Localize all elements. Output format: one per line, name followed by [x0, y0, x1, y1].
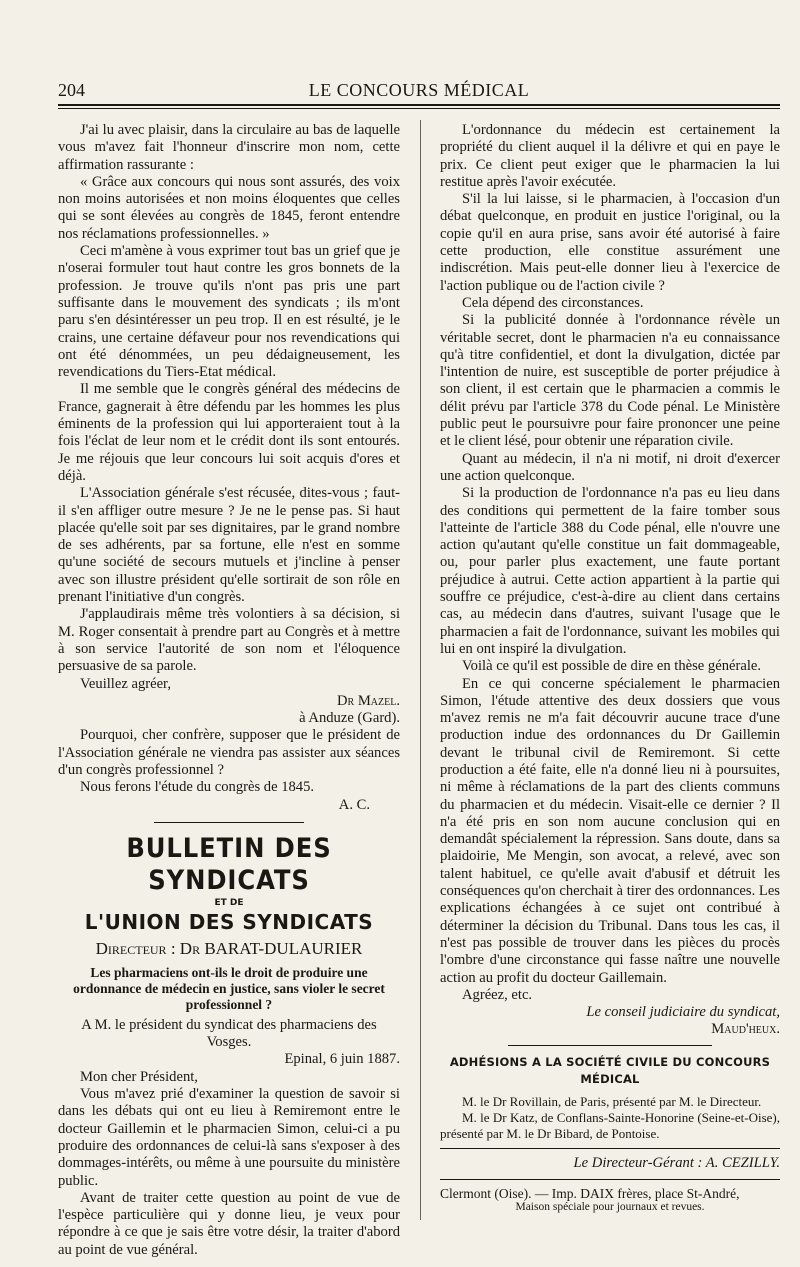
header-rule-thin	[58, 108, 780, 109]
bulletin-title: BULLETIN DES SYNDICATS	[126, 832, 332, 896]
bulletin-director: Directeur : Dr BARAT-DULAURIER	[95, 938, 363, 958]
page-header	[58, 78, 780, 104]
page-number: 204	[58, 80, 85, 100]
article-closing: Agréez, etc.	[462, 986, 533, 1003]
article-paragraph: Avant de traiter cette question au point de vue de l'espèce particulière qui y donne lieu, je veux pour répondre à ce que je sais être votre désir, la traiter d'abord au point de vue général.	[58, 1189, 400, 1258]
signature-role: Le conseil judiciaire du syndicat,	[586, 1004, 780, 1021]
section-divider	[508, 1045, 712, 1046]
director-gerant: Le Directeur-Gérant : A. CEZILLY.	[573, 1155, 780, 1172]
article-paragraph: Si la publicité donnée à l'ordonnance révèle un véritable secret, dont le pharmacien n'a eu connaissance qu'à titre confidentiel, et dont la divulgation, dictée par l'intention de nuire, est susceptible de porter préjudice à son client, il est certain que le pharmacien a commis le délit prévu par l'article 378 du Code pénal. Le Ministère public peut le poursuivre pour faire prononcer une peine et le client lésé, pour obtenir une réparation civile.	[440, 312, 780, 450]
section-divider	[154, 822, 304, 823]
letter-closing: Veuillez agréer,	[80, 675, 171, 692]
printer-imprint: Clermont (Oise). — Imp. DAIX frères, place St-André,	[440, 1185, 740, 1201]
article-paragraph: L'ordonnance du médecin est certainement la propriété du client auquel il la délivre et qui en paye le prix. Ce client peut exiger que le pharmacien la lui restitue après l'avoir exécutée.	[440, 122, 780, 190]
adhesion-entry: M. le Dr Rovillain, de Paris, présenté par M. le Directeur.	[462, 1094, 762, 1110]
article-paragraph: Vous m'avez prié d'examiner la question de savoir si dans les débats qui ont eu lieu à Remiremont entre le docteur Gaillemin et le pharmacien Simon, celui-ci a pu produire des ordonnances de celui-là sans s'exposer à des dommages-intérêts, ou même à une poursuite du ministère public.	[58, 1086, 400, 1189]
footer-rule	[440, 1179, 780, 1180]
letter-paragraph: Ceci m'amène à vous exprimer tout bas un grief que je n'oserai formuler tout haut contre les gros bonnets de la profession. Je trouve qu'ils n'ont pas pris une part suffisante dans le mouvement des syndicats ; ils m'ont paru s'en désintéresser un peu trop. Il en est résulté, je le crains, une certaine défaveur pour nos revendications qui ont été dénommées, un peu dédaigneusement, les revendications du Tiers-Etat médical.	[58, 243, 400, 381]
editor-reply: Nous ferons l'étude du congrès de 1845.	[80, 779, 315, 796]
journal-title: LE CONCOURS MÉDICAL	[308, 80, 530, 100]
letter-quote: « Grâce aux concours qui nous sont assurés, des voix non moins autorisées et non moins éloquentes que celles qui se sont élevées au congrès de 1845, feront entendre nos réclamations professionnelles. »	[58, 173, 400, 242]
article-paragraph: Voilà ce qu'il est possible de dire en thèse générale.	[462, 658, 762, 675]
letter-paragraph: J'ai lu avec plaisir, dans la circulaire au bas de laquelle vous m'avez fait l'honneur d'inscrire mon nom, cette affirmation rassurante :	[58, 122, 400, 173]
letter-paragraph: L'Association générale s'est récusée, dites-vous ; faut-il s'en affliger outre mesure ? Je ne le pense pas. Si haut placée qu'elle soit par ses dignitaires, par le grand nombre de ses adhérents, par sa fortune, elle n'est en somme qu'une société de secours mutuels et j'incline à penser avec son illustre président qu'elle sortirait de son rôle en prenant l'initiative d'un congrès.	[58, 485, 400, 606]
article-paragraph: Quant au médecin, il n'a ni motif, ni droit d'exercer une action quelconque.	[440, 450, 780, 484]
right-column	[440, 122, 780, 1214]
article-addressee: A M. le président du syndicat des pharmaciens des Vosges.	[81, 1016, 377, 1051]
signature-place: à Anduze (Gard).	[299, 710, 400, 727]
header-rule	[58, 104, 780, 106]
editor-initials: A. C.	[338, 796, 370, 813]
adhesion-entry: M. le Dr Katz, de Conflans-Sainte-Honorine (Seine-et-Oise), présenté par M. le Dr Bibard, de Pontoise.	[440, 1110, 780, 1142]
article-paragraph: Si la production de l'ordonnance n'a pas eu lieu dans des conditions qui permettent de la faire tomber sous l'atteinte de l'article 388 du Code pénal, elle n'ouvre une action qu'autant qu'elle constitue un fait dommageable, ou, pour parler plus exactement, une faute portant préjudice à autrui. Cette action appartient à la partie qui souffre ce préjudice, c'est-à-dire au client dans certains cas, au médecin dans d'autres, suivant l'usage que le pharmacien a fait de l'ordonnance, suivant les mobiles qui lui en ont inspiré la divulgation.	[440, 485, 780, 657]
editor-reply: Pourquoi, cher confrère, supposer que le président de l'Association générale ne viendra pas assister aux séances d'un congrès professionnel ?	[58, 727, 400, 778]
printer-tagline: Maison spéciale pour journaux et revues.	[515, 1200, 705, 1213]
bulletin-conjunction: ET DE	[214, 897, 244, 908]
signature-name: Dr Mazel.	[336, 692, 400, 709]
article-paragraph: En ce qui concerne spécialement le pharmacien Simon, l'étude attentive des deux dossiers que vous m'avez remis ne m'a fait découvrir aucune trace d'une production indue des ordonnances du Dr Gaillemin devant le tribunal civil de Remiremont. Si cette production a été faite, elle n'a donné lieu ni à poursuites, ni même à réclamations de la part des clients communs du pharmacien et du médecin. Visait-elle ce dernier ? Il n'a été pris en son nom aucune conclusion qui en demandât spécialement la répression. Sans doute, dans sa plaidoirie, Me Mengin, son avocat, a relevé, avec son talent habituel, ce qu'elle avait d'abusif et détruit les conséquences qu'on cherchait à tirer des ordonnances. Les explications échangées à ce sujet ont contribué à déterminer la décision du Tribunal. Dans tous les cas, il n'est pas possible de trouver dans les pièces du procès l'ombre d'une circonstance qui fasse naître une nouvelle action au profit du docteur Gaillemain.	[440, 675, 780, 986]
article-dateline: Epinal, 6 juin 1887.	[284, 1051, 400, 1068]
left-column	[58, 122, 400, 1259]
article-paragraph: S'il la lui laisse, si le pharmacien, à l'occasion d'un débat quelconque, en produit en justice l'original, ou la copie qu'il en aura prise, sans avoir été autorisé à faire cette production, elle constitue assurément une indiscrétion. Mais peut-elle donner lieu à l'exercice de l'action publique ou de l'action civile ?	[440, 191, 780, 294]
adhesions-title: ADHÉSIONS A LA SOCIÉTÉ CIVILE DU CONCOURS MÉDICAL	[449, 1054, 771, 1087]
article-title: Les pharmaciens ont-ils le droit de produire une ordonnance de médecin en justice, sans violer le secret professionnel ?	[73, 964, 385, 1012]
bulletin-subtitle: L'UNION DES SYNDICATS	[84, 909, 374, 934]
article-paragraph: Cela dépend des circonstances.	[462, 294, 644, 311]
letter-paragraph: Il me semble que le congrès général des médecins de France, gagnerait à être défendu par les hommes les plus éminents de la profession qui lui apporteraient tout à la fois l'éclat de leur nom et le crédit dont ils sont entourés. Je me réjouis que leur concours lui soit acquis d'ores et déjà.	[58, 381, 400, 484]
signature-name: Maud'heux.	[711, 1021, 780, 1038]
column-divider	[420, 120, 421, 1220]
letter-paragraph: J'applaudirais même très volontiers à sa décision, si M. Roger consentait à prendre part au Congrès et à mettre à son service l'autorité de son nom et l'éloquence persuasive de sa parole.	[58, 606, 400, 675]
article-salutation: Mon cher Président,	[80, 1068, 198, 1085]
footer-rule	[440, 1148, 780, 1149]
